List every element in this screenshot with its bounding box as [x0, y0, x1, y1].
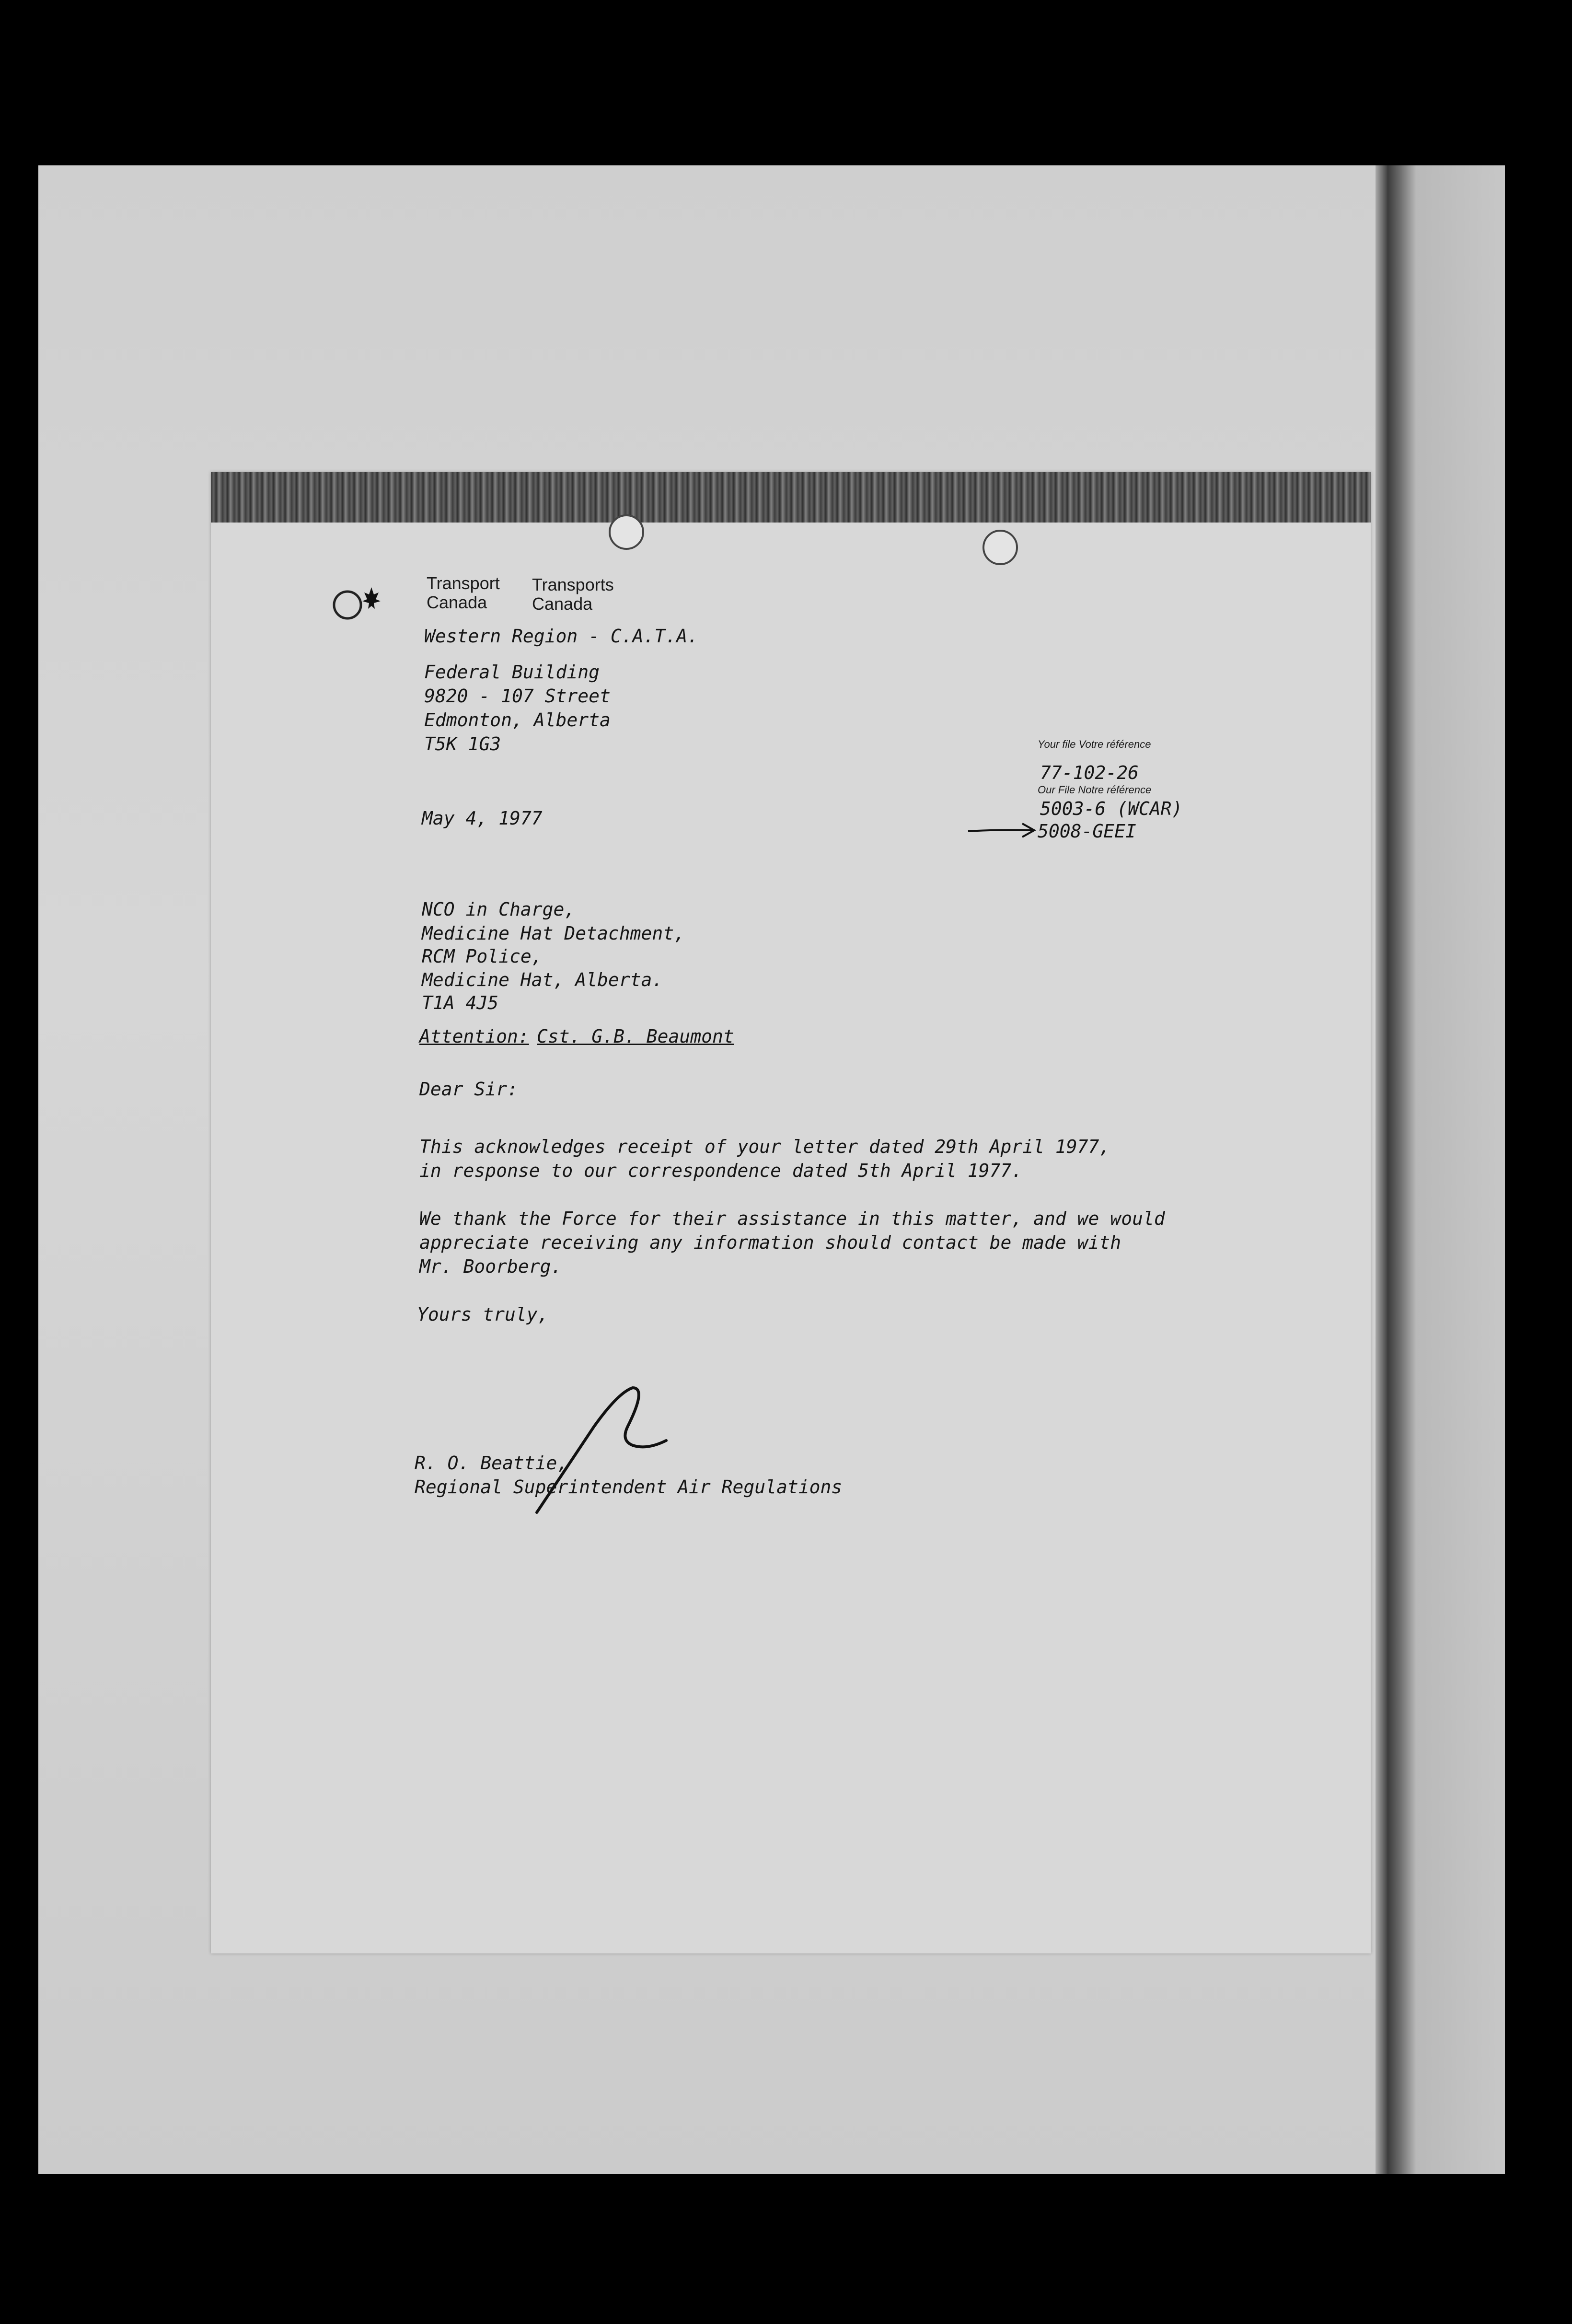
canada-flag-logo-icon — [326, 575, 383, 628]
sender-address-line: T5K 1G3 — [424, 733, 501, 755]
our-file-label: Our File Notre référence — [1038, 784, 1152, 796]
letter-page — [211, 472, 1371, 1953]
handwritten-arrow-icon — [966, 821, 1038, 840]
recipient-line: NCO in Charge, — [422, 899, 576, 920]
dept-name-english — [427, 574, 500, 612]
dept-name-en-line: Canada — [427, 593, 487, 612]
body-line: appreciate receiving any information should contact be made with — [419, 1232, 1121, 1253]
your-file-value: 77-102-26 — [1040, 762, 1139, 783]
your-file-label: Your file Votre référence — [1038, 738, 1151, 750]
attention-label: Attention: — [419, 1026, 529, 1047]
sender-region: Western Region - C.A.T.A. — [424, 626, 698, 647]
salutation: Dear Sir: — [419, 1079, 518, 1100]
body-line: in response to our correspondence dated 5th April 1977. — [419, 1160, 1023, 1181]
letter-clip-strip — [211, 472, 1371, 523]
punch-hole — [982, 530, 1018, 565]
attention-name: Cst. G.B. Beaumont — [537, 1026, 734, 1047]
recipient-line: RCM Police, — [422, 946, 543, 967]
letter-date: May 4, 1977 — [422, 808, 543, 829]
body-line: We thank the Force for their assistance in this matter, and we would — [419, 1208, 1165, 1229]
sender-address-line: Edmonton, Alberta — [424, 709, 611, 731]
dept-name-fr-line: Transports — [532, 575, 614, 594]
body-line: This acknowledges receipt of your letter dated 29th April 1977, — [419, 1136, 1110, 1157]
recipient-line: Medicine Hat Detachment, — [422, 923, 685, 944]
recipient-line: T1A 4J5 — [422, 992, 499, 1013]
folder-side-strip — [1387, 165, 1505, 2174]
signatory-title: Regional Superintendent Air Regulations — [415, 1476, 843, 1498]
our-file-value: 5008-GEEI — [1038, 821, 1136, 842]
recipient-line: Medicine Hat, Alberta. — [422, 969, 663, 990]
closing: Yours truly, — [417, 1304, 549, 1325]
our-file-value: 5003-6 (WCAR) — [1040, 798, 1183, 819]
sender-address-line: 9820 - 107 Street — [424, 686, 611, 707]
signatory-name: R. O. Beattie, — [415, 1452, 568, 1474]
body-line: Mr. Boorberg. — [419, 1256, 562, 1277]
dept-name-fr-line: Canada — [532, 594, 593, 614]
dept-name-en-line: Transport — [427, 573, 500, 593]
dept-name-french — [532, 575, 614, 614]
sender-address-line: Federal Building — [424, 662, 600, 683]
punch-hole — [609, 514, 644, 550]
